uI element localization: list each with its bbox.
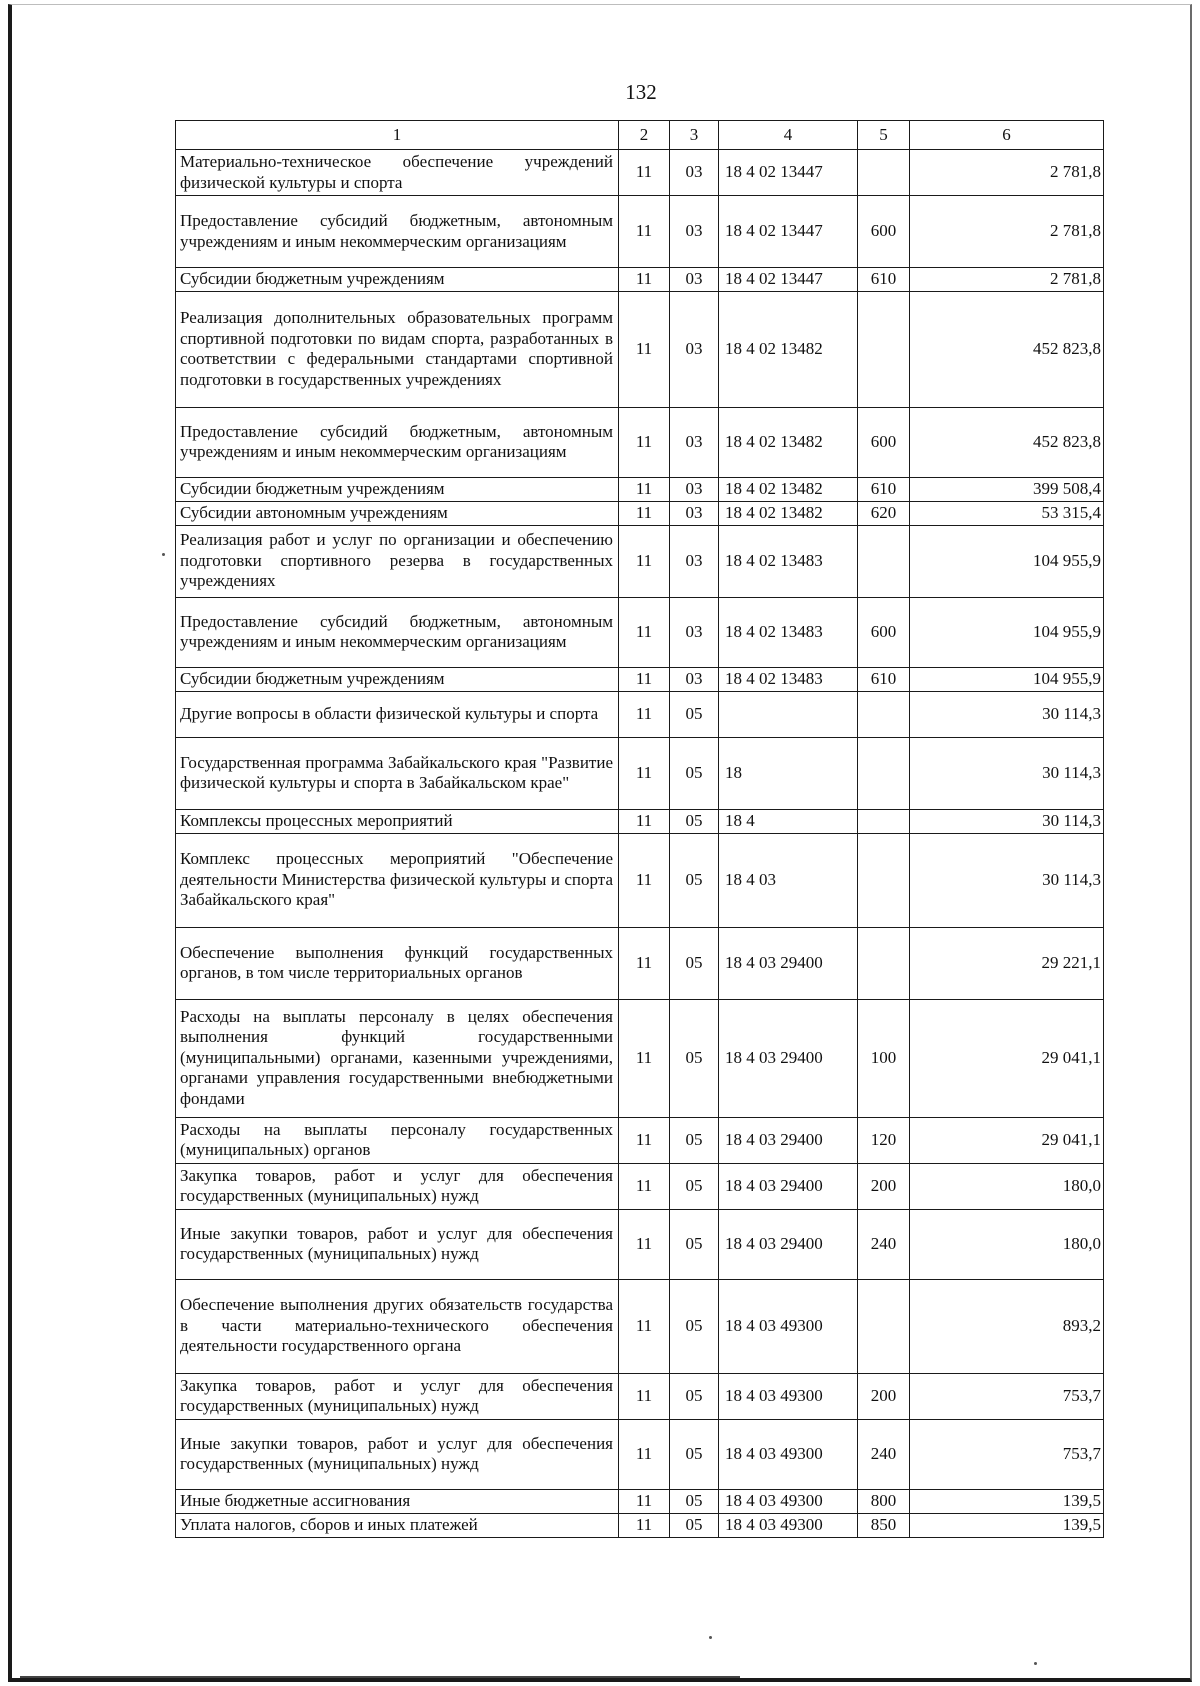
page-number: 132 xyxy=(625,80,657,104)
target-code-cell: 18 4 02 13483 xyxy=(719,597,858,667)
target-code-cell: 18 4 02 13482 xyxy=(719,477,858,501)
target-code-cell xyxy=(719,691,858,737)
target-code-cell: 18 4 03 29400 xyxy=(719,999,858,1117)
row-name-cell: Закупка товаров, работ и услуг для обеспечения государственных (муниципальных) нужд xyxy=(176,1373,619,1419)
amount-cell: 30 114,3 xyxy=(910,737,1104,809)
expense-type-cell xyxy=(858,1279,910,1373)
subsection-cell: 03 xyxy=(670,291,719,407)
expense-type-cell xyxy=(858,691,910,737)
amount-cell: 104 955,9 xyxy=(910,597,1104,667)
expense-type-cell xyxy=(858,291,910,407)
table-row xyxy=(176,407,1104,477)
column-header-3: 3 xyxy=(670,121,719,150)
expense-type-cell xyxy=(858,809,910,833)
amount-cell: 399 508,4 xyxy=(910,477,1104,501)
section-cell: 11 xyxy=(619,1373,670,1419)
table-row xyxy=(176,1117,1104,1163)
amount-cell: 104 955,9 xyxy=(910,525,1104,597)
subsection-cell: 05 xyxy=(670,1209,719,1279)
table-row xyxy=(176,927,1104,999)
scan-speck xyxy=(162,553,165,556)
subsection-cell: 05 xyxy=(670,1117,719,1163)
amount-cell: 29 041,1 xyxy=(910,999,1104,1117)
row-name-cell: Обеспечение выполнения функций государственных органов, в том числе территориальных органов xyxy=(176,927,619,999)
subsection-cell: 03 xyxy=(670,150,719,196)
expense-type-cell: 200 xyxy=(858,1373,910,1419)
table-row xyxy=(176,501,1104,525)
expense-type-cell: 600 xyxy=(858,196,910,268)
row-name-cell: Субсидии бюджетным учреждениям xyxy=(176,268,619,292)
expense-type-cell xyxy=(858,833,910,927)
amount-cell: 30 114,3 xyxy=(910,833,1104,927)
target-code-cell: 18 4 03 49300 xyxy=(719,1373,858,1419)
expense-type-cell: 240 xyxy=(858,1209,910,1279)
row-name-cell: Иные закупки товаров, работ и услуг для обеспечения государственных (муниципальных) нужд xyxy=(176,1419,619,1489)
column-header-1: 1 xyxy=(176,121,619,150)
expense-type-cell: 600 xyxy=(858,407,910,477)
section-cell: 11 xyxy=(619,407,670,477)
section-cell: 11 xyxy=(619,477,670,501)
section-cell: 11 xyxy=(619,1489,670,1513)
section-cell: 11 xyxy=(619,737,670,809)
target-code-cell: 18 4 02 13483 xyxy=(719,667,858,691)
row-name-cell: Другие вопросы в области физической культуры и спорта xyxy=(176,691,619,737)
section-cell: 11 xyxy=(619,501,670,525)
row-name-cell: Материально-техническое обеспечение учреждений физической культуры и спорта xyxy=(176,150,619,196)
amount-cell: 753,7 xyxy=(910,1373,1104,1419)
subsection-cell: 03 xyxy=(670,501,719,525)
subsection-cell: 05 xyxy=(670,1513,719,1537)
section-cell: 11 xyxy=(619,525,670,597)
amount-cell: 139,5 xyxy=(910,1489,1104,1513)
amount-cell: 30 114,3 xyxy=(910,809,1104,833)
table-row xyxy=(176,691,1104,737)
amount-cell: 893,2 xyxy=(910,1279,1104,1373)
table-row xyxy=(176,1419,1104,1489)
expense-type-cell: 100 xyxy=(858,999,910,1117)
target-code-cell: 18 4 03 49300 xyxy=(719,1419,858,1489)
target-code-cell: 18 4 03 29400 xyxy=(719,927,858,999)
amount-cell: 139,5 xyxy=(910,1513,1104,1537)
subsection-cell: 03 xyxy=(670,196,719,268)
table-row xyxy=(176,597,1104,667)
table-row xyxy=(176,1209,1104,1279)
expense-type-cell: 200 xyxy=(858,1163,910,1209)
section-cell: 11 xyxy=(619,833,670,927)
row-name-cell: Обеспечение выполнения других обязательств государства в части материально-технического обеспечения деятельности государственного органа xyxy=(176,1279,619,1373)
target-code-cell: 18 4 03 29400 xyxy=(719,1209,858,1279)
row-name-cell: Комплексы процессных мероприятий xyxy=(176,809,619,833)
section-cell: 11 xyxy=(619,1209,670,1279)
expense-type-cell xyxy=(858,525,910,597)
amount-cell: 53 315,4 xyxy=(910,501,1104,525)
row-name-cell: Реализация дополнительных образовательных программ спортивной подготовки по видам спорта, разработанных в соответствии с федеральными стандартами спортивной подготовки в государственных учреждениях xyxy=(176,291,619,407)
section-cell: 11 xyxy=(619,691,670,737)
expense-type-cell xyxy=(858,150,910,196)
target-code-cell: 18 4 03 49300 xyxy=(719,1513,858,1537)
table-row xyxy=(176,809,1104,833)
subsection-cell: 05 xyxy=(670,1279,719,1373)
amount-cell: 30 114,3 xyxy=(910,691,1104,737)
section-cell: 11 xyxy=(619,597,670,667)
section-cell: 11 xyxy=(619,667,670,691)
amount-cell: 452 823,8 xyxy=(910,291,1104,407)
row-name-cell: Уплата налогов, сборов и иных платежей xyxy=(176,1513,619,1537)
target-code-cell: 18 4 02 13482 xyxy=(719,501,858,525)
subsection-cell: 05 xyxy=(670,1163,719,1209)
section-cell: 11 xyxy=(619,1513,670,1537)
amount-cell: 29 041,1 xyxy=(910,1117,1104,1163)
expense-type-cell xyxy=(858,927,910,999)
section-cell: 11 xyxy=(619,268,670,292)
expense-type-cell: 800 xyxy=(858,1489,910,1513)
section-cell: 11 xyxy=(619,927,670,999)
row-name-cell: Предоставление субсидий бюджетным, автономным учреждениям и иным некоммерческим организациям xyxy=(176,597,619,667)
target-code-cell: 18 4 02 13447 xyxy=(719,150,858,196)
expense-type-cell: 610 xyxy=(858,268,910,292)
subsection-cell: 05 xyxy=(670,1373,719,1419)
subsection-cell: 03 xyxy=(670,407,719,477)
section-cell: 11 xyxy=(619,1163,670,1209)
target-code-cell: 18 4 03 49300 xyxy=(719,1279,858,1373)
section-cell: 11 xyxy=(619,150,670,196)
row-name-cell: Государственная программа Забайкальского края "Развитие физической культуры и спорта в Забайкальском крае" xyxy=(176,737,619,809)
table-row xyxy=(176,477,1104,501)
budget-table xyxy=(175,120,1104,1538)
amount-cell: 2 781,8 xyxy=(910,150,1104,196)
target-code-cell: 18 4 03 xyxy=(719,833,858,927)
table-row xyxy=(176,1373,1104,1419)
target-code-cell: 18 4 02 13483 xyxy=(719,525,858,597)
table-row xyxy=(176,1489,1104,1513)
target-code-cell: 18 4 02 13482 xyxy=(719,407,858,477)
table-row xyxy=(176,833,1104,927)
section-cell: 11 xyxy=(619,809,670,833)
row-name-cell: Иные закупки товаров, работ и услуг для обеспечения государственных (муниципальных) нужд xyxy=(176,1209,619,1279)
table-row xyxy=(176,1513,1104,1537)
expense-type-cell: 620 xyxy=(858,501,910,525)
scan-speck xyxy=(1034,1662,1037,1665)
row-name-cell: Реализация работ и услуг по организации и обеспечению подготовки спортивного резерва в государственных учреждениях xyxy=(176,525,619,597)
target-code-cell: 18 4 xyxy=(719,809,858,833)
subsection-cell: 05 xyxy=(670,809,719,833)
target-code-cell: 18 4 02 13447 xyxy=(719,196,858,268)
amount-cell: 180,0 xyxy=(910,1209,1104,1279)
section-cell: 11 xyxy=(619,196,670,268)
section-cell: 11 xyxy=(619,1419,670,1489)
amount-cell: 753,7 xyxy=(910,1419,1104,1489)
section-cell: 11 xyxy=(619,291,670,407)
section-cell: 11 xyxy=(619,999,670,1117)
row-name-cell: Расходы на выплаты персоналу в целях обеспечения выполнения функций государственными (муниципальными) органами, казенными учреждениями, органами управления государственными внебюджетными фондами xyxy=(176,999,619,1117)
row-name-cell: Расходы на выплаты персоналу государственных (муниципальных) органов xyxy=(176,1117,619,1163)
subsection-cell: 05 xyxy=(670,691,719,737)
row-name-cell: Предоставление субсидий бюджетным, автономным учреждениям и иным некоммерческим организациям xyxy=(176,407,619,477)
table-row xyxy=(176,196,1104,268)
table-row xyxy=(176,1279,1104,1373)
row-name-cell: Предоставление субсидий бюджетным, автономным учреждениям и иным некоммерческим организациям xyxy=(176,196,619,268)
section-cell: 11 xyxy=(619,1117,670,1163)
target-code-cell: 18 4 02 13482 xyxy=(719,291,858,407)
amount-cell: 180,0 xyxy=(910,1163,1104,1209)
scan-speck xyxy=(709,1636,712,1639)
column-header-4: 4 xyxy=(719,121,858,150)
subsection-cell: 03 xyxy=(670,477,719,501)
subsection-cell: 05 xyxy=(670,833,719,927)
subsection-cell: 03 xyxy=(670,268,719,292)
table-row xyxy=(176,268,1104,292)
table-row xyxy=(176,291,1104,407)
table-row xyxy=(176,525,1104,597)
scan-edge-line xyxy=(20,1676,740,1678)
table-row xyxy=(176,737,1104,809)
target-code-cell: 18 4 03 29400 xyxy=(719,1163,858,1209)
expense-type-cell: 120 xyxy=(858,1117,910,1163)
amount-cell: 29 221,1 xyxy=(910,927,1104,999)
table-row xyxy=(176,667,1104,691)
amount-cell: 452 823,8 xyxy=(910,407,1104,477)
target-code-cell: 18 4 03 49300 xyxy=(719,1489,858,1513)
expense-type-cell: 850 xyxy=(858,1513,910,1537)
target-code-cell: 18 4 03 29400 xyxy=(719,1117,858,1163)
row-name-cell: Субсидии бюджетным учреждениям xyxy=(176,667,619,691)
subsection-cell: 05 xyxy=(670,1489,719,1513)
expense-type-cell: 240 xyxy=(858,1419,910,1489)
column-header-6: 6 xyxy=(910,121,1104,150)
subsection-cell: 05 xyxy=(670,1419,719,1489)
table-header-row xyxy=(176,121,1104,150)
row-name-cell: Комплекс процессных мероприятий "Обеспечение деятельности Министерства физической культуры и спорта Забайкальского края" xyxy=(176,833,619,927)
table-row xyxy=(176,1163,1104,1209)
subsection-cell: 05 xyxy=(670,999,719,1117)
row-name-cell: Иные бюджетные ассигнования xyxy=(176,1489,619,1513)
subsection-cell: 05 xyxy=(670,737,719,809)
expense-type-cell: 610 xyxy=(858,477,910,501)
table-row xyxy=(176,999,1104,1117)
subsection-cell: 03 xyxy=(670,525,719,597)
row-name-cell: Закупка товаров, работ и услуг для обеспечения государственных (муниципальных) нужд xyxy=(176,1163,619,1209)
subsection-cell: 03 xyxy=(670,667,719,691)
amount-cell: 2 781,8 xyxy=(910,268,1104,292)
subsection-cell: 03 xyxy=(670,597,719,667)
expense-type-cell: 610 xyxy=(858,667,910,691)
target-code-cell: 18 4 02 13447 xyxy=(719,268,858,292)
section-cell: 11 xyxy=(619,1279,670,1373)
subsection-cell: 05 xyxy=(670,927,719,999)
amount-cell: 104 955,9 xyxy=(910,667,1104,691)
row-name-cell: Субсидии автономным учреждениям xyxy=(176,501,619,525)
table-row xyxy=(176,150,1104,196)
expense-type-cell xyxy=(858,737,910,809)
expense-type-cell: 600 xyxy=(858,597,910,667)
column-header-2: 2 xyxy=(619,121,670,150)
amount-cell: 2 781,8 xyxy=(910,196,1104,268)
column-header-5: 5 xyxy=(858,121,910,150)
row-name-cell: Субсидии бюджетным учреждениям xyxy=(176,477,619,501)
target-code-cell: 18 xyxy=(719,737,858,809)
